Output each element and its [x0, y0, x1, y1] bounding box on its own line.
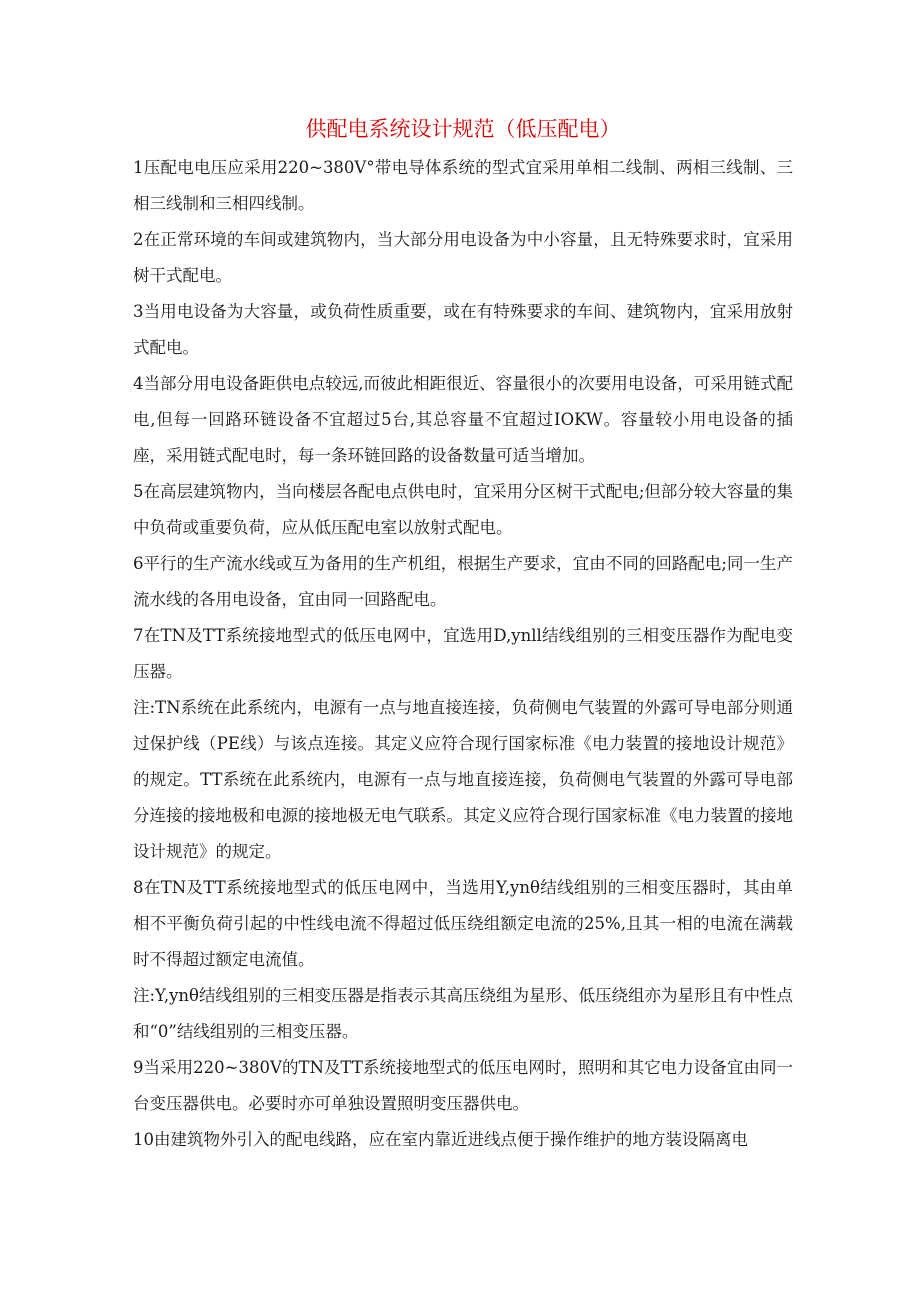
note-8: 注:Y,ynθ结线组别的三相变压器是指表示其高压绕组为星形、低压绕组亦为星形且有中性点和“0”结线组别的三相变压器。 — [133, 986, 793, 1041]
paragraph-7: 7在TN及TT系统接地型式的低压电网中，宜选用D,ynll结线组别的三相变压器作为配电变压器。 — [133, 626, 793, 681]
paragraph-10: 10由建筑物外引入的配电线路，应在室内靠近进线点便于操作维护的地方装设隔离电 — [133, 1130, 748, 1149]
paragraph-4: 4当部分用电设备距供电点较远,而彼此相距很近、容量很小的次要用电设备，可采用链式配电,但每一回路环链设备不宜超过5台,其总容量不宜超过IOKW。容量较小用电设备的插座，采用链式配电时，每一条环链回路的设备数量可适当增加。 — [133, 374, 793, 465]
paragraph-8: 8在TN及TT系统接地型式的低压电网中，当选用Y,ynθ结线组别的三相变压器时，其由单相不平衡负荷引起的中性线电流不得超过低压绕组额定电流的25%,且其一相的电流在满载时不得超过额定电流值。 — [133, 878, 793, 969]
paragraph-2: 2在正常环境的车间或建筑物内，当大部分用电设备为中小容量，且无特殊要求时，宜采用树干式配电。 — [133, 230, 793, 285]
page-title: 供配电系统设计规范（低压配电） — [305, 117, 621, 141]
note-7: 注:TN系统在此系统内，电源有一点与地直接连接，负荷侧电气装置的外露可导电部分则通过保护线（PE线）与该点连接。其定义应符合现行国家标准《电力装置的接地设计规范》的规定。TT系统在此系统内，电源有一点与地直接连接，负荷侧电气装置的外露可导电部分连接的接地极和电源的接地极无电气联系。其定义应符合现行国家标准《电力装置的接地设计规范》的规定。 — [133, 698, 793, 861]
document-page — [133, 112, 793, 1158]
paragraph-9: 9当采用220~380V的TN及TT系统接地型式的低压电网时，照明和其它电力设备宜由同一台变压器供电。必要时亦可单独设置照明变压器供电。 — [133, 1058, 793, 1113]
paragraph-3: 3当用电设备为大容量，或负荷性质重要，或在有特殊要求的车间、建筑物内，宜采用放射式配电。 — [133, 302, 793, 357]
paragraph-5: 5在高层建筑物内，当向楼层各配电点供电时，宜采用分区树干式配电;但部分较大容量的集中负荷或重要负荷，应从低压配电室以放射式配电。 — [133, 482, 793, 537]
paragraph-6: 6平行的生产流水线或互为备用的生产机组，根据生产要求，宜由不同的回路配电;同一生产流水线的各用电设备，宜由同一回路配电。 — [133, 554, 793, 609]
paragraph-1: 1压配电电压应采用220~380V°带电导体系统的型式宜采用单相二线制、两相三线制、三相三线制和三相四线制。 — [133, 158, 793, 213]
